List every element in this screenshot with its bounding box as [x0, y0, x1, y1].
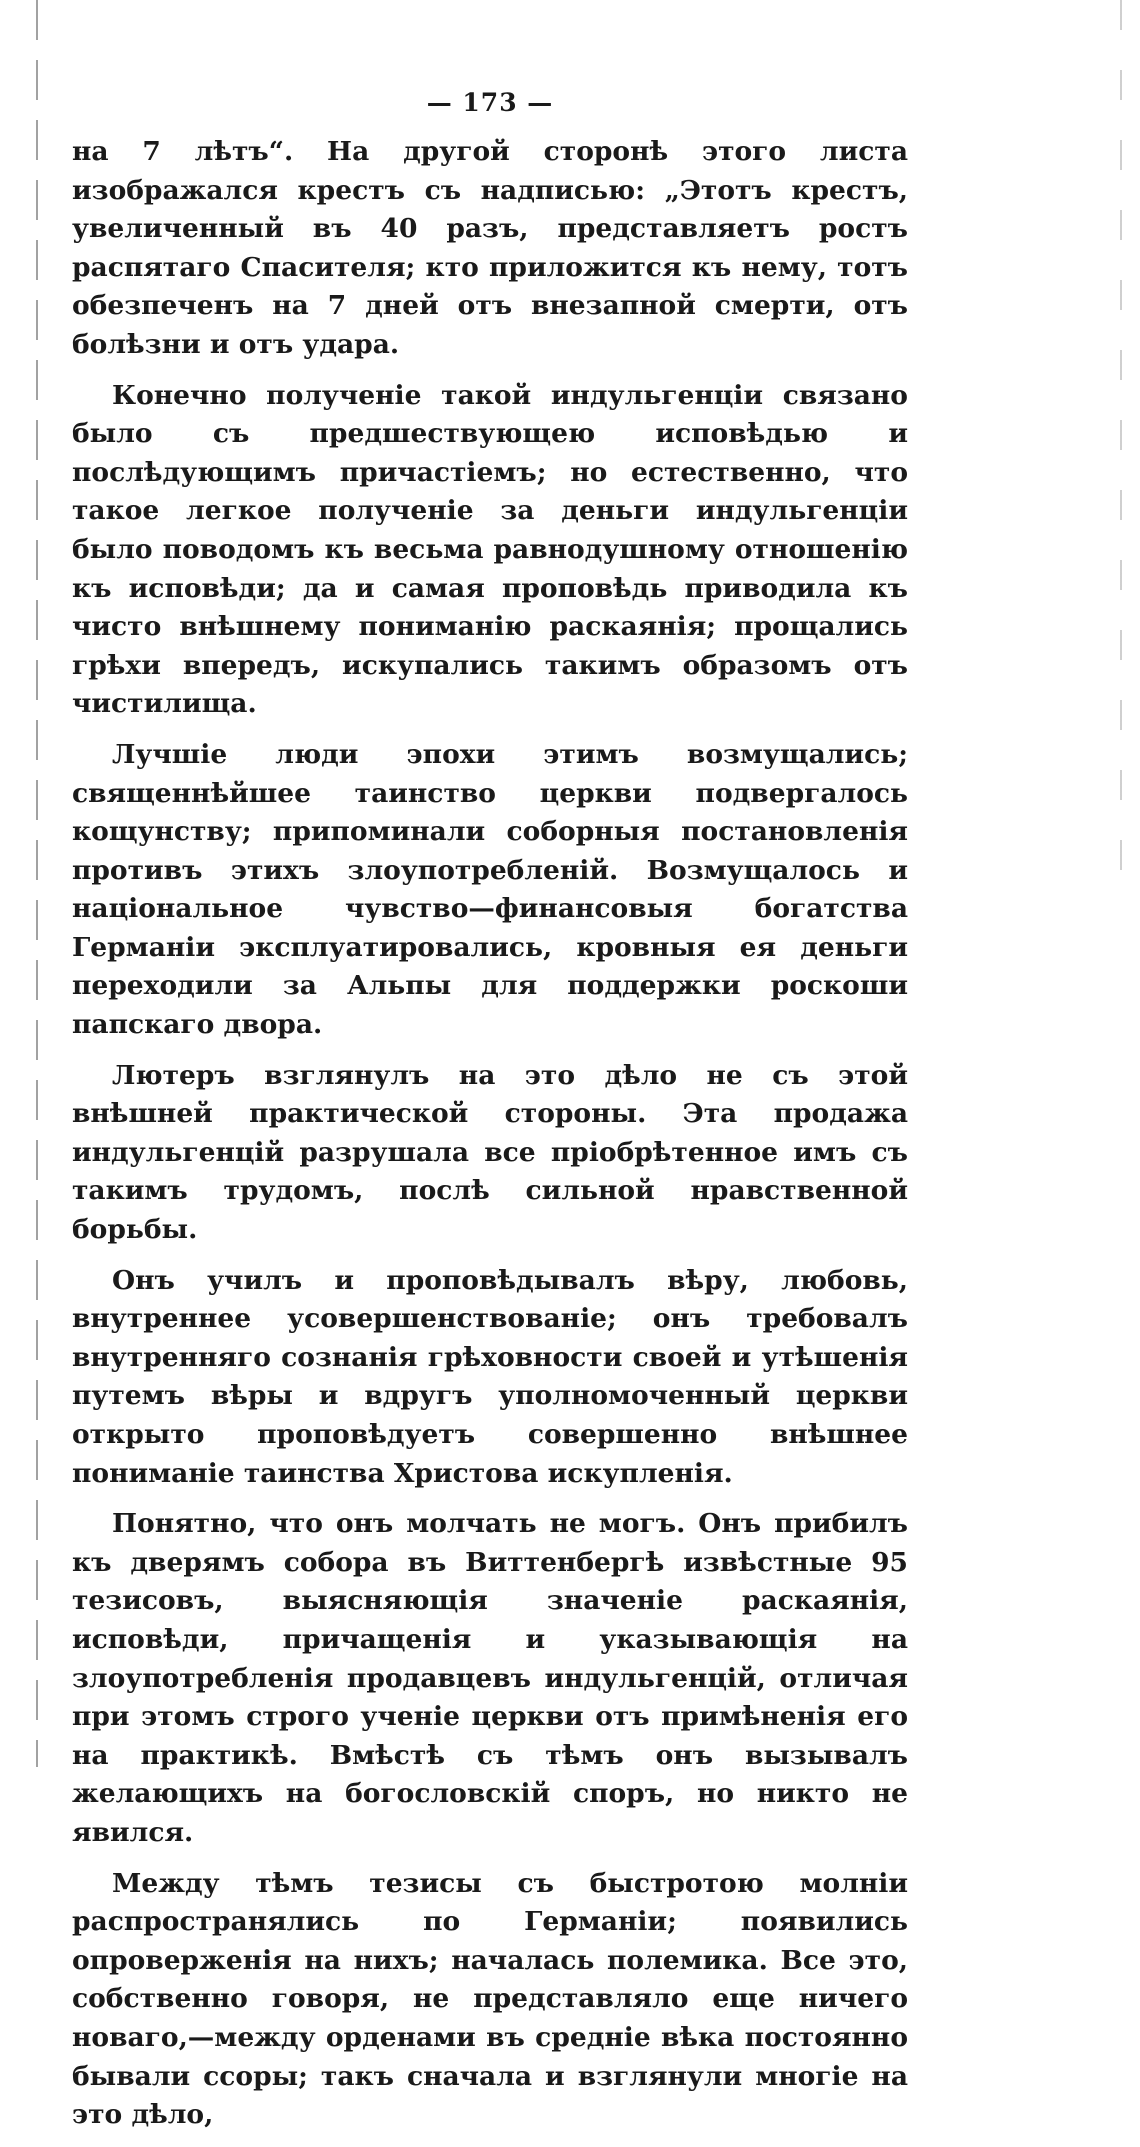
paragraph-6: Понятно, что онъ молчать не могъ. Онъ прибилъ къ дверямъ собора въ Виттенбергѣ извѣстные 95 тезисовъ, выясняющія значеніе раскаянія, исповѣди, причащенія и указывающія на злоупотребленія продавцевъ индульгенцій, отличая при этомъ строго ученіе церкви отъ примѣненія его на практикѣ. Вмѣстѣ съ тѣмъ онъ вызывалъ желающихъ на богословскій споръ, но никто не явился.: [72, 1508, 908, 1848]
paragraph-4: Лютеръ взглянулъ на это дѣло не съ этой внѣшней практической стороны. Эта продажа индульгенцій разрушала все пріобрѣтенное имъ съ такимъ трудомъ, послѣ сильной нравственной борьбы.: [72, 1059, 908, 1246]
page-body: [72, 133, 908, 2135]
paragraph-1: на 7 лѣтъ“. На другой сторонѣ этого листа изображался крестъ съ надписью: „Этотъ крестъ, увеличенный въ 40 разъ, представляетъ ростъ распятаго Спасителя; кто приложится къ нему, тотъ обезпеченъ на 7 дней отъ внезапной смерти, отъ болѣзни и отъ удара.: [72, 136, 908, 360]
paragraph-5: Онъ училъ и проповѣдывалъ вѣру, любовь, внутреннее усовершенствованіе; онъ требовалъ внутренняго сознанія грѣховности своей и утѣшенія путемъ вѣры и вдругъ уполномоченный церкви открыто проповѣдуетъ совершенно внѣшнее пониманіе таинства Христова искупленія.: [72, 1264, 908, 1489]
paragraph-2: Конечно полученіе такой индульгенціи связано было съ предшествующею исповѣдью и послѣдующимъ причастіемъ; но естественно, что такое легкое полученіе за деньги индульгенціи было поводомъ къ весьма равнодушному отношенію къ исповѣди; да и самая проповѣдь приводила къ чисто внѣшнему пониманію раскаянія; прощались грѣхи впередъ, искупались такимъ образомъ отъ чистилища.: [72, 379, 908, 720]
book-page: [72, 88, 908, 2147]
paragraph-7: Между тѣмъ тезисы съ быстротою молніи распространялись по Германіи; появились опроверженія на нихъ; началась полемика. Все это, собственно говоря, не представляло еще ничего новаго,—между орденами въ средніе вѣка постоянно бывали ссоры; такъ сначала и взглянули многіе на это дѣло,: [72, 1867, 908, 2131]
scan-edge-right: [1120, 0, 1122, 900]
scan-edge-left: [36, 0, 38, 1767]
paragraph-3: Лучшіе люди эпохи этимъ возмущались; священнѣйшее таинство церкви подвергалось кощунству; припоминали соборныя постановленія противъ этихъ злоупотребленій. Возмущалось и національное чувство—финансовыя богатства Германіи эксплуатировались, кровныя ея деньги переходили за Альпы для поддержки роскоши папскаго двора.: [72, 738, 908, 1041]
page-number: — 173 —: [426, 88, 554, 117]
